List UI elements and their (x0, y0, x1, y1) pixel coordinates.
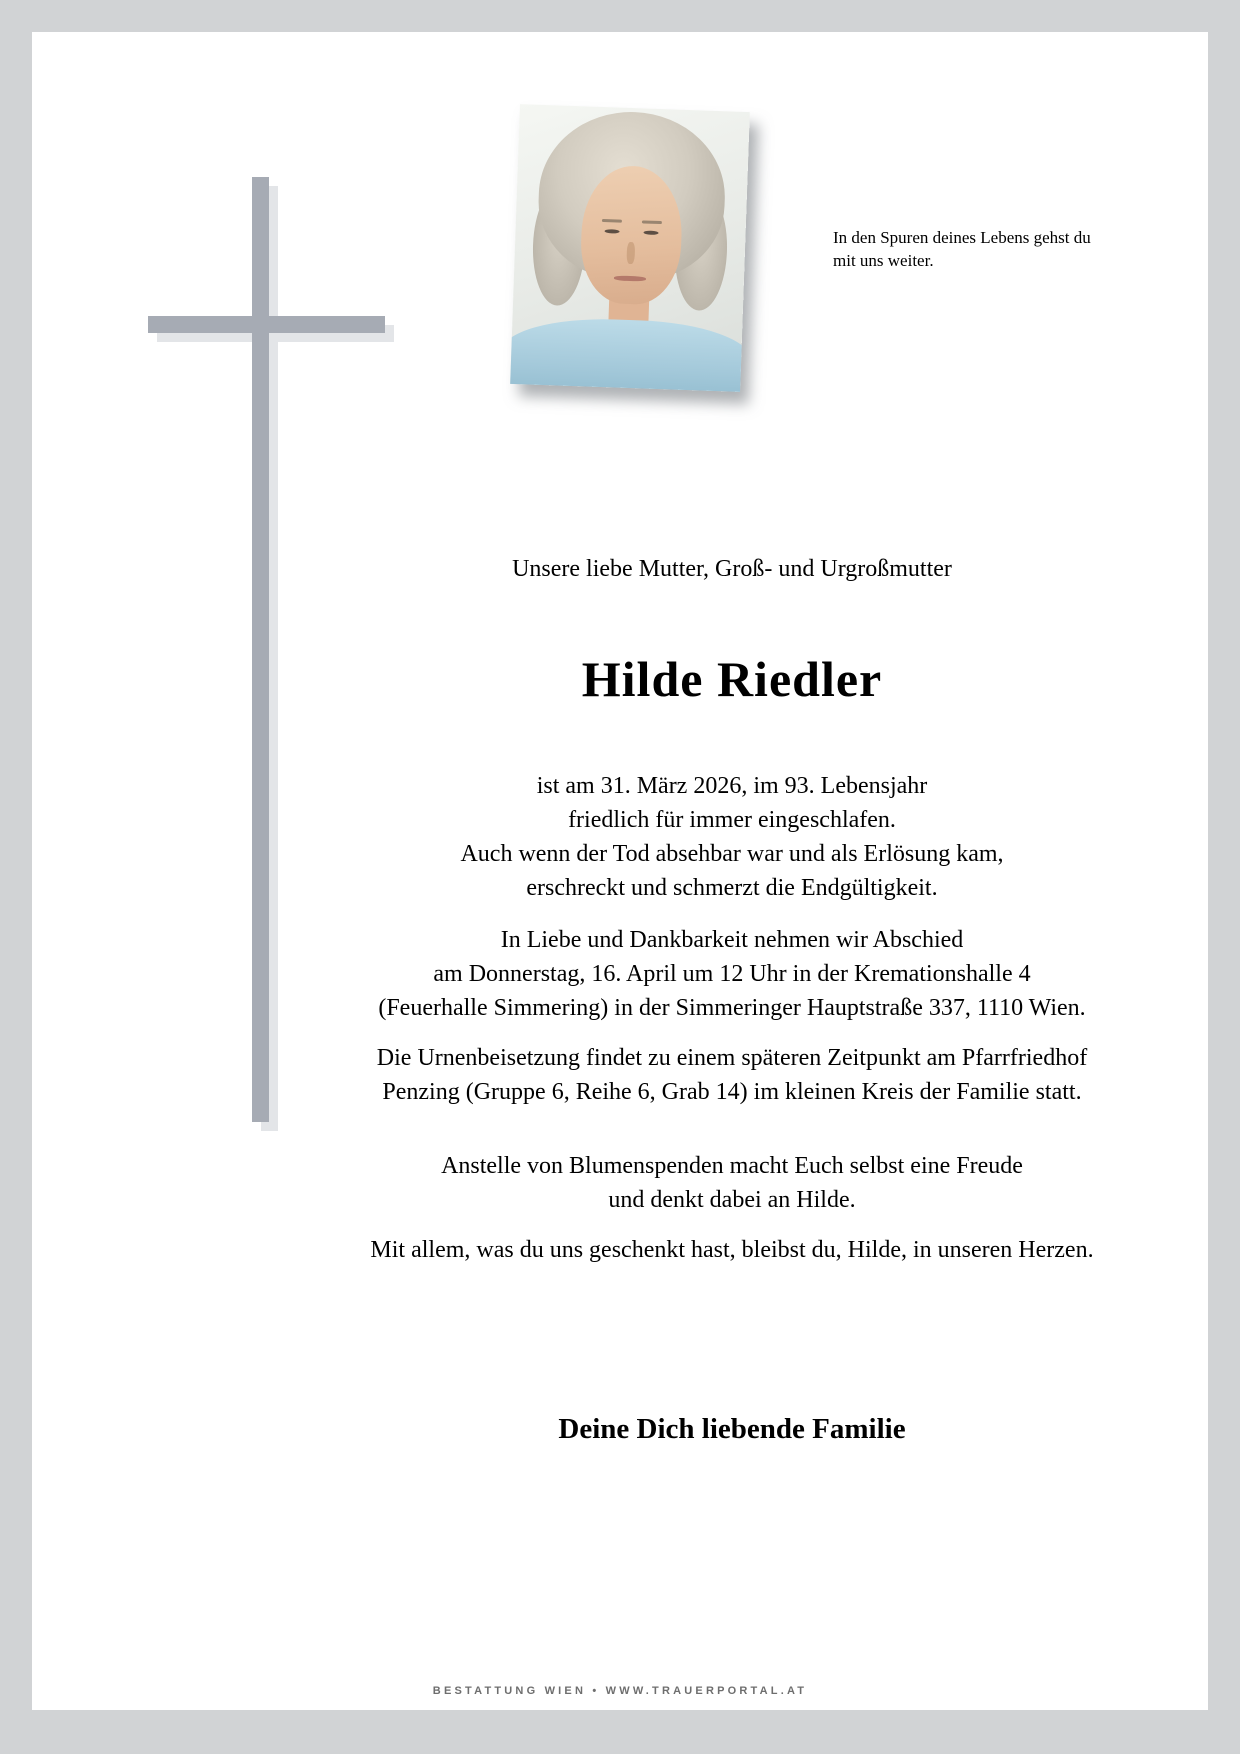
farewell-ceremony-paragraph (267, 923, 1197, 1025)
remembrance-paragraph (267, 1233, 1197, 1267)
paragraph-line: (Feuerhalle Simmering) in der Simmeringer Hauptstraße 337, 1110 Wien. (378, 995, 1086, 1021)
paragraph-line: erschreckt und schmerzt die Endgültigkeit. (526, 875, 938, 901)
urn-burial-paragraph (267, 1041, 1197, 1109)
portrait-photo (510, 104, 750, 392)
paragraph-line: In Liebe und Dankbarkeit nehmen wir Abschied (500, 927, 964, 953)
deceased-name: Hilde Riedler (581, 651, 883, 707)
flowers-note-paragraph (267, 1149, 1197, 1217)
family-signature: Deine Dich liebende Familie (558, 1413, 906, 1445)
death-announcement-paragraph (267, 769, 1197, 905)
intro-line: Unsere liebe Mutter, Groß- und Urgroßmutter (512, 556, 952, 582)
paragraph-line: Mit allem, was du uns geschenkt hast, bleibst du, Hilde, in unseren Herzen. (370, 1237, 1094, 1263)
paragraph-line: Die Urnenbeisetzung findet zu einem späteren Zeitpunkt am Pfarrfriedhof (376, 1045, 1088, 1071)
paragraph-line: am Donnerstag, 16. April um 12 Uhr in der Kremationshalle 4 (433, 961, 1031, 987)
obituary-card (32, 32, 1208, 1710)
paragraph-line: Auch wenn der Tod absehbar war und als Erlösung kam, (460, 841, 1004, 867)
paragraph-line: Anstelle von Blumenspenden macht Euch selbst eine Freude (441, 1153, 1023, 1179)
portrait-blue-top (510, 316, 750, 392)
memorial-quote (833, 226, 1133, 272)
cross-horizontal-bar (148, 316, 385, 333)
paragraph-line: friedlich für immer eingeschlafen. (568, 807, 896, 833)
portrait-eyebrow-right (642, 220, 662, 224)
quote-line: In den Spuren deines Lebens gehst du (833, 228, 1091, 247)
paragraph-line: ist am 31. März 2026, im 93. Lebensjahr (536, 773, 928, 799)
paragraph-line: und denkt dabei an Hilde. (608, 1187, 856, 1213)
portrait-eyebrow-left (602, 219, 622, 223)
paragraph-line: Penzing (Gruppe 6, Reihe 6, Grab 14) im kleinen Kreis der Familie statt. (382, 1079, 1082, 1105)
quote-line: mit uns weiter. (833, 251, 934, 270)
footer-branding: BESTATTUNG WIEN • WWW.TRAUERPORTAL.AT (432, 1685, 808, 1697)
